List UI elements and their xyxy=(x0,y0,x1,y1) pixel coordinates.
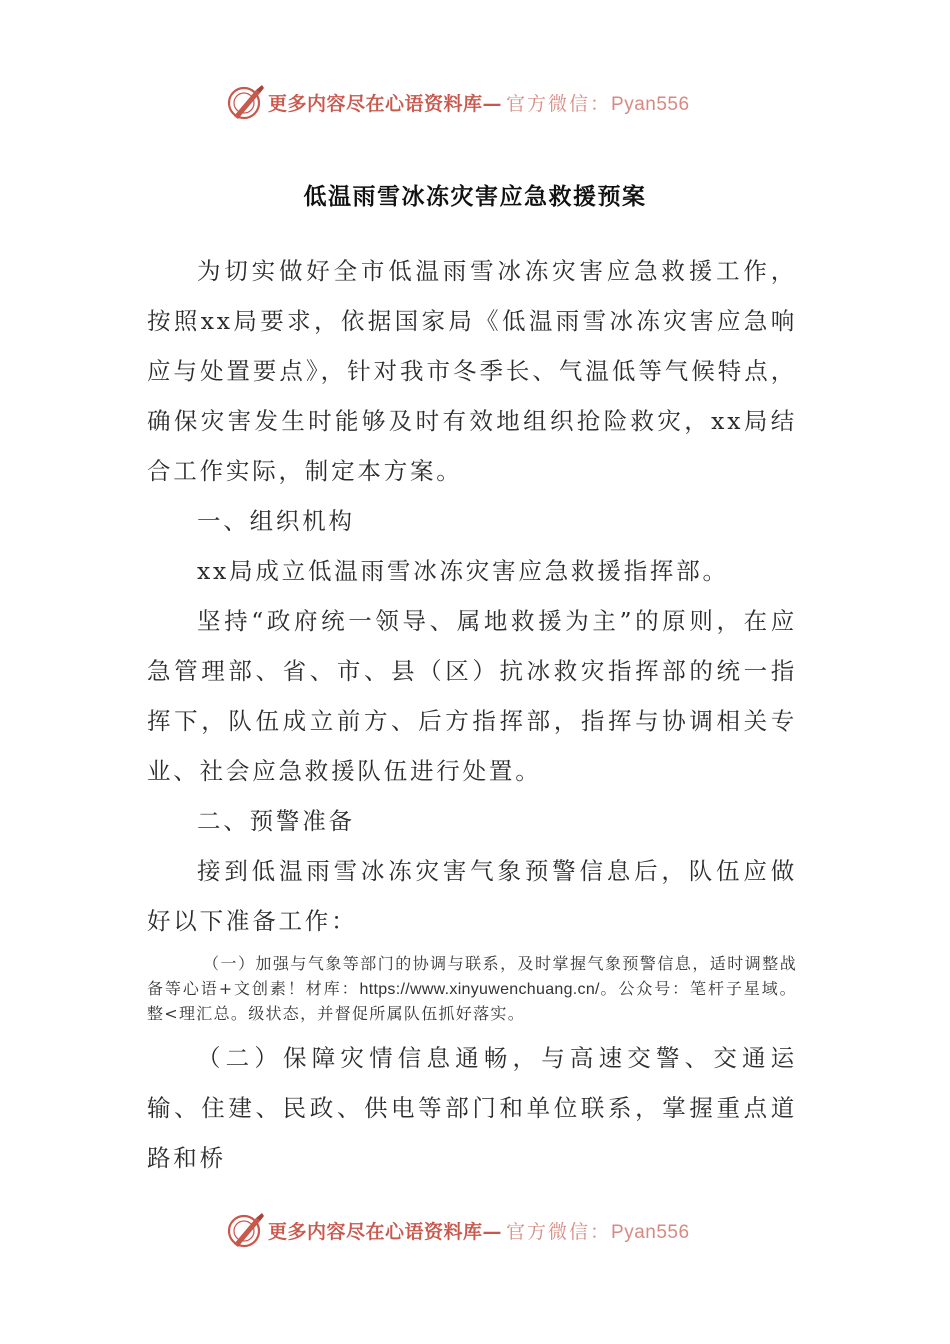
watermark-brand-text: 更多内容尽在心语资料库— xyxy=(268,1220,503,1243)
item-2-paragraph: （二）保障灾情信息通畅，与高速交警、交通运输、住建、民政、供电等部门和单位联系，掌握重点道路和桥 xyxy=(147,1043,797,1172)
item-1-text-b: 。公众号：笔杆子星域。整<理汇总。级状态，并督促所属队伍抓好落实。 xyxy=(147,978,797,1023)
watermark-wechat-label: 官方微信： xyxy=(506,1220,612,1243)
watermark-banner-bottom xyxy=(226,1208,690,1252)
section2-heading: 二、预警准备 xyxy=(197,807,355,835)
section1-paragraph-1: xx局成立低温雨雪冰冻灾害应急救援指挥部。 xyxy=(197,557,729,585)
intro-paragraph: 为切实做好全市低温雨雪冰冻灾害应急救援工作，按照xx局要求，依据国家局《低温雨雪冰冻灾害应急响应与处置要点》，针对我市冬季长、气温低等气候特点，确保灾害发生时能够及时有效地组织抢险救灾，xx局结合工作实际，制定本方案。 xyxy=(147,257,797,485)
section1-paragraph-2: 坚持“政府统一领导、属地救援为主”的原则，在应急管理部、省、市、县（区）抗冰救灾指挥部的统一指挥下，队伍成立前方、后方指挥部，指挥与协调相关专业、社会应急救援队伍进行处置。 xyxy=(147,607,797,785)
watermark-wechat-text xyxy=(506,89,690,116)
item-1-url: https://www.xinyuwenchuang.cn/ xyxy=(359,980,600,998)
watermark-banner-top xyxy=(226,80,690,124)
section2-paragraph-1: 接到低温雨雪冰冻灾害气象预警信息后，队伍应做好以下准备工作： xyxy=(147,857,797,935)
watermark-wechat-label: 官方微信： xyxy=(506,92,612,115)
section1-heading: 一、组织机构 xyxy=(197,507,355,535)
watermark-wechat-text xyxy=(506,1217,690,1244)
item-1-text-a: （一）加强与气象等部门的协调与联系，及时掌握气象预警信息，适时调整战备等心语+文创素！材库： xyxy=(147,954,797,998)
document-title: 低温雨雪冰冻灾害应急救援预案 xyxy=(303,184,647,210)
watermark-wechat-id: Pyan556 xyxy=(611,1221,690,1243)
pen-logo-icon xyxy=(226,82,266,122)
item-1-paragraph xyxy=(147,952,797,1027)
document-body xyxy=(147,246,797,1183)
watermark-wechat-id: Pyan556 xyxy=(611,93,690,115)
pen-logo-icon xyxy=(226,1210,266,1250)
watermark-brand-text: 更多内容尽在心语资料库— xyxy=(268,92,503,115)
